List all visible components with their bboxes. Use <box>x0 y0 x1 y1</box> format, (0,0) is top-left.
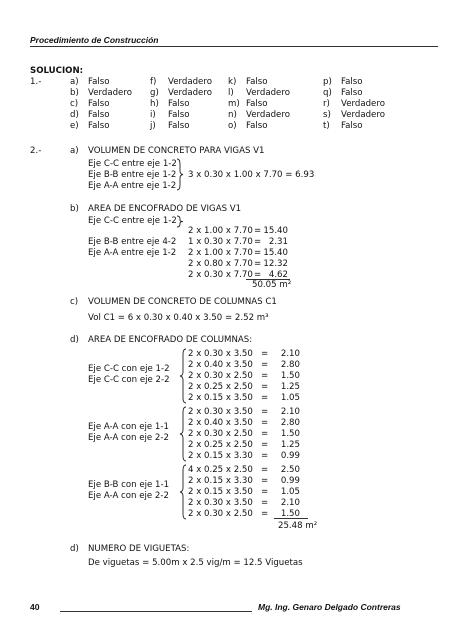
q1-item-answer: Verdadero <box>168 77 212 87</box>
calc-expression: 2 x 0.40 x 3.50 <box>188 360 253 370</box>
q2d2-title: NUMERO DE VIGUETAS: <box>88 544 190 554</box>
q1-item-answer: Falso <box>246 121 268 131</box>
calc-value: 2.10 <box>280 407 300 417</box>
q1-item-letter: i) <box>150 110 156 120</box>
calc-equals: = <box>261 393 269 403</box>
q1-number: 1.- <box>30 77 42 87</box>
q1-item-letter: q) <box>323 88 332 98</box>
calc-expression: 4 x 0.25 x 2.50 <box>188 465 253 475</box>
q1-item-answer: Falso <box>246 77 268 87</box>
calc-expression: 2 x 0.25 x 2.50 <box>188 440 253 450</box>
calc-value: 4.62 <box>268 270 288 280</box>
calc-expression: 2 x 0.15 x 3.50 <box>188 487 253 497</box>
q2d-letter: d) <box>70 335 79 345</box>
calc-equals: = <box>261 509 269 519</box>
q2b-letter: b) <box>70 204 79 214</box>
q1-item-letter: b) <box>70 88 79 98</box>
calc-expression: 2 x 0.15 x 3.30 <box>188 476 253 486</box>
left-brace <box>179 348 187 404</box>
q2b-title: AREA DE ENCOFRADO DE VIGAS V1 <box>88 204 242 214</box>
group-label: Eje C-C con eje 1-2 <box>88 364 170 374</box>
calc-value: 15.40 <box>263 226 288 236</box>
q1-item-letter: n) <box>228 110 237 120</box>
q1-item-letter: h) <box>150 99 159 109</box>
q2d-title: AREA DE ENCOFRADO DE COLUMNAS: <box>88 335 253 345</box>
calc-equals: = <box>261 382 269 392</box>
group-label: Eje A-A con eje 1-1 <box>88 422 169 432</box>
q1-item-letter: j) <box>150 121 156 131</box>
calc-equals: = <box>261 498 269 508</box>
calc-expression: 2 x 0.15 x 3.30 <box>188 451 253 461</box>
calc-value: 1.25 <box>280 382 300 392</box>
calc-value: 2.50 <box>280 465 300 475</box>
header-title: Procedimiento de Construcción <box>30 35 159 45</box>
q1-item-answer: Verdadero <box>88 88 132 98</box>
calc-expression: 2 x 0.30 x 7.70 <box>188 270 253 280</box>
calc-expression: 2 x 0.30 x 3.50 <box>188 498 253 508</box>
solucion-heading: SOLUCION: <box>30 66 84 76</box>
calc-expression: 2 x 0.30 x 2.50 <box>188 509 253 519</box>
q1-item-letter: m) <box>228 99 240 109</box>
q2b-label: Eje C-C entre eje 1-2 <box>88 216 177 226</box>
q1-item-letter: p) <box>323 77 332 87</box>
q2-number: 2.- <box>30 146 42 156</box>
calc-value: 12.32 <box>263 259 288 269</box>
calc-value: 2.10 <box>280 349 300 359</box>
q1-item-letter: t) <box>323 121 330 131</box>
group-label: Eje C-C con eje 2-2 <box>88 375 170 385</box>
calc-equals: = <box>261 371 269 381</box>
group-label: Eje B-B con eje 1-1 <box>88 480 170 490</box>
q1-item-letter: l) <box>228 88 234 98</box>
q2d2-letter: d) <box>70 544 79 554</box>
q1-item-answer: Verdadero <box>246 88 290 98</box>
calc-value: 15.40 <box>263 248 288 258</box>
q1-item-answer: Falso <box>341 121 363 131</box>
q2a-letter: a) <box>70 146 79 156</box>
calc-equals: = <box>254 237 262 247</box>
calc-value: 2.80 <box>280 418 300 428</box>
q1-item-answer: Verdadero <box>341 110 385 120</box>
q1-item-answer: Falso <box>88 77 110 87</box>
q2a-formula: 3 x 0.30 x 1.00 x 7.70 = 6.93 <box>188 170 315 180</box>
q1-item-answer: Falso <box>341 77 363 87</box>
q1-item-letter: d) <box>70 110 79 120</box>
q1-item-answer: Verdadero <box>246 110 290 120</box>
left-brace <box>179 464 187 520</box>
q1-item-letter: f) <box>150 77 157 87</box>
q1-item-answer: Falso <box>88 99 110 109</box>
calc-equals: = <box>254 226 262 236</box>
q1-item-answer: Falso <box>168 110 190 120</box>
q2a-label: Eje C-C entre eje 1-2 <box>88 159 177 169</box>
calc-expression: 2 x 0.25 x 2.50 <box>188 382 253 392</box>
calc-value: 1.25 <box>280 440 300 450</box>
calc-equals: = <box>261 349 269 359</box>
header-rule <box>30 46 438 47</box>
q1-item-letter: a) <box>70 77 79 87</box>
q1-item-answer: Verdadero <box>341 99 385 109</box>
q2d2-formula: De viguetas = 5.00m x 2.5 vig/m = 12.5 Viguetas <box>88 558 303 568</box>
calc-value: 1.50 <box>280 371 300 381</box>
calc-value: 1.50 <box>280 509 300 519</box>
calc-expression: 2 x 0.40 x 3.50 <box>188 418 253 428</box>
calc-value: 2.31 <box>268 237 288 247</box>
q2b-label: Eje A-A entre eje 1-2 <box>88 248 177 258</box>
footer-author: Mg. Ing. Genaro Delgado Contreras <box>258 602 401 612</box>
calc-equals: = <box>261 407 269 417</box>
calc-expression: 2 x 0.30 x 2.50 <box>188 429 253 439</box>
calc-value: 1.50 <box>280 429 300 439</box>
calc-equals: = <box>254 259 262 269</box>
calc-expression: 1 x 0.30 x 7.70 <box>188 237 253 247</box>
calc-equals: = <box>261 487 269 497</box>
calc-value: 0.99 <box>280 451 300 461</box>
calc-equals: = <box>261 418 269 428</box>
q2b-label: Eje B-B entre eje 4-2 <box>88 237 177 247</box>
q1-item-letter: s) <box>323 110 331 120</box>
calc-equals: = <box>254 248 262 258</box>
q1-item-answer: Falso <box>168 99 190 109</box>
q1-item-letter: r) <box>323 99 330 109</box>
q1-item-answer: Falso <box>88 121 110 131</box>
calc-expression: 2 x 0.30 x 3.50 <box>188 349 253 359</box>
calc-value: 0.99 <box>280 476 300 486</box>
calc-value: 1.05 <box>280 393 300 403</box>
q2a-label: Eje B-B entre eje 1-2 <box>88 170 177 180</box>
q1-item-answer: Falso <box>168 121 190 131</box>
q2c-title: VOLUMEN DE CONCRETO DE COLUMNAS C1 <box>88 297 277 307</box>
q1-item-answer: Verdadero <box>168 88 212 98</box>
q2c-letter: c) <box>70 297 79 307</box>
calc-equals: = <box>261 451 269 461</box>
calc-value: 1.05 <box>280 487 300 497</box>
calc-equals: = <box>261 429 269 439</box>
calc-value: 2.80 <box>280 360 300 370</box>
q2a-label: Eje A-A entre eje 1-2 <box>88 181 177 191</box>
right-brace <box>176 158 184 191</box>
page-number: 40 <box>30 602 40 612</box>
q2a-title: VOLUMEN DE CONCRETO PARA VIGAS V1 <box>88 146 265 156</box>
calc-equals: = <box>261 360 269 370</box>
sum-rule <box>274 518 308 519</box>
right-brace <box>176 215 184 228</box>
q2d-total: 25.48 m² <box>278 521 318 531</box>
calc-expression: 2 x 1.00 x 7.70 <box>188 226 253 236</box>
q1-item-letter: e) <box>70 121 79 131</box>
q1-item-answer: Falso <box>246 99 268 109</box>
footer-rule <box>60 611 252 612</box>
q1-item-answer: Falso <box>88 110 110 120</box>
q2b-total: 50.05 m² <box>252 280 292 290</box>
calc-equals: = <box>261 476 269 486</box>
q1-item-letter: k) <box>228 77 237 87</box>
group-label: Eje A-A con eje 2-2 <box>88 433 169 443</box>
q2c-formula: Vol C1 = 6 x 0.30 x 0.40 x 3.50 = 2.52 m³ <box>88 313 269 323</box>
left-brace <box>179 406 187 462</box>
calc-value: 2.10 <box>280 498 300 508</box>
calc-expression: 2 x 0.30 x 2.50 <box>188 371 253 381</box>
calc-expression: 2 x 0.30 x 3.50 <box>188 407 253 417</box>
calc-equals: = <box>261 440 269 450</box>
q1-item-letter: g) <box>150 88 159 98</box>
q1-item-answer: Falso <box>341 88 363 98</box>
calc-expression: 2 x 0.15 x 3.50 <box>188 393 253 403</box>
q1-item-letter: c) <box>70 99 79 109</box>
calc-equals: = <box>254 270 262 280</box>
calc-expression: 2 x 1.00 x 7.70 <box>188 248 253 258</box>
calc-expression: 2 x 0.80 x 7.70 <box>188 259 253 269</box>
group-label: Eje A-A con eje 2-2 <box>88 491 169 501</box>
calc-equals: = <box>261 465 269 475</box>
q1-item-letter: o) <box>228 121 237 131</box>
